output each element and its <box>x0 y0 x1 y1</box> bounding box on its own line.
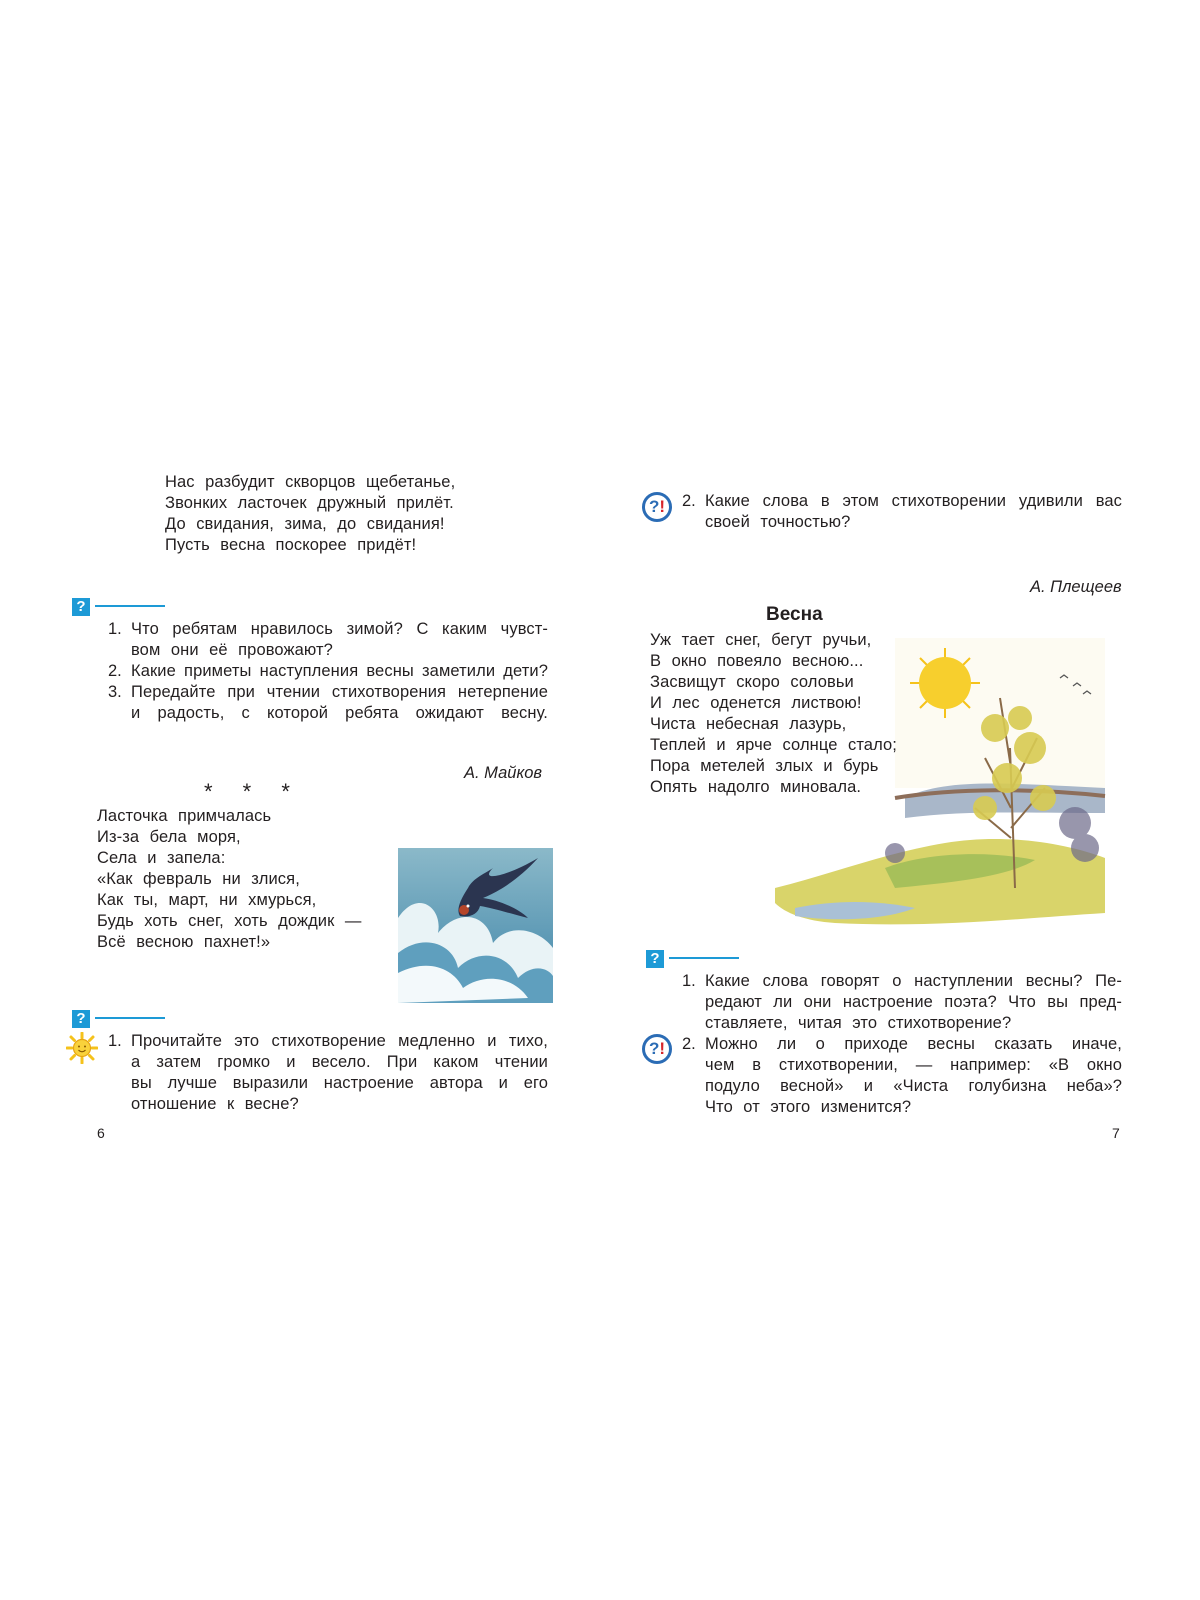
poem-line: До свидания, зима, до свидания! <box>165 515 445 533</box>
question-number: 3. <box>108 683 122 701</box>
question-line: Прочитайте это стихотворение медленно и тихо, <box>131 1032 548 1050</box>
question-line: Какие приметы наступления весны заметили дети? <box>131 662 548 680</box>
question-line: и радость, с которой ребята ожидают весну. <box>131 704 548 722</box>
poem-line: Всё весною пахнет!» <box>97 933 271 951</box>
question-number: 1. <box>108 1032 122 1050</box>
question-line: подуло весной» и «Чиста голубизна неба»? <box>705 1077 1122 1095</box>
question-icon: ? <box>72 1010 90 1028</box>
author-name: А. Майков <box>464 764 543 782</box>
question-number: 2. <box>682 492 696 510</box>
page-number: 6 <box>97 1125 105 1141</box>
poem-line: Как ты, март, ни хмурься, <box>97 891 317 909</box>
question-line: отношение к весне? <box>131 1095 299 1113</box>
poem-line: В окно повеяло весною... <box>650 652 864 670</box>
poem-line: Нас разбудит скворцов щебетанье, <box>165 473 456 491</box>
poem-line: Чиста небесная лазурь, <box>650 715 847 733</box>
question-number: 2. <box>682 1035 696 1053</box>
question-number: 1. <box>682 972 696 990</box>
question-line: вом они её провожают? <box>131 641 333 659</box>
poem-line: Уж тает снег, бегут ручьи, <box>650 631 872 649</box>
question-line: чем в стихотворении, — например: «В окно <box>705 1056 1122 1074</box>
poem-line: Села и запела: <box>97 849 226 867</box>
poem-line: Ласточка примчалась <box>97 807 272 825</box>
question-rule <box>669 957 739 959</box>
question-line: Какие слова в этом стихотворении удивили вас <box>705 492 1122 510</box>
question-line: Что ребятам нравилось зимой? С каким чувст- <box>131 620 548 638</box>
author-name: А. Плещеев <box>1030 578 1122 596</box>
question-exclamation-icon: ?! <box>642 492 672 522</box>
question-line: вы лучше выразили настроение автора и его <box>131 1074 548 1092</box>
right-page <box>600 0 1200 1600</box>
question-line: а затем громко и весело. При каком чтении <box>131 1053 548 1071</box>
question-line: Передайте при чтении стихотворения нетерпение <box>131 683 548 701</box>
poem-line: Будь хоть снег, хоть дождик — <box>97 912 362 930</box>
question-icon: ? <box>646 950 664 968</box>
sun-icon <box>66 1032 98 1064</box>
question-line: редают ли они настроение поэта? Что вы пред- <box>705 993 1122 1011</box>
poem-line: Из-за бела моря, <box>97 828 241 846</box>
poem-title: Весна <box>766 604 823 625</box>
question-line: Какие слова говорят о наступлении весны? Пе- <box>705 972 1122 990</box>
poem-line: Звонких ласточек дружный прилёт. <box>165 494 454 512</box>
poem-line: Теплей и ярче солнце стало; <box>650 736 897 754</box>
poem-line: Засвищут скоро соловьи <box>650 673 854 691</box>
page-number: 7 <box>1112 1125 1120 1141</box>
swallow-illustration <box>398 848 553 1003</box>
question-number: 1. <box>108 620 122 638</box>
question-line: Можно ли о приходе весны сказать иначе, <box>705 1035 1122 1053</box>
poem-line: И лес оденется листвою! <box>650 694 862 712</box>
poem-line: Пора метелей злых и бурь <box>650 757 879 775</box>
question-icon: ? <box>72 598 90 616</box>
poem-line: Опять надолго миновала. <box>650 778 862 796</box>
question-line: ставляете, читая это стихотворение? <box>705 1014 1012 1032</box>
poem-stars-title: * * * <box>204 779 302 804</box>
poem-line: «Как февраль ни злися, <box>97 870 300 888</box>
question-exclamation-icon: ?! <box>642 1034 672 1064</box>
question-line: Что от этого изменится? <box>705 1098 912 1116</box>
question-number: 2. <box>108 662 122 680</box>
question-rule <box>95 605 165 607</box>
question-line: своей точностью? <box>705 513 851 531</box>
poem-line: Пусть весна поскорее придёт! <box>165 536 417 554</box>
question-rule <box>95 1017 165 1019</box>
